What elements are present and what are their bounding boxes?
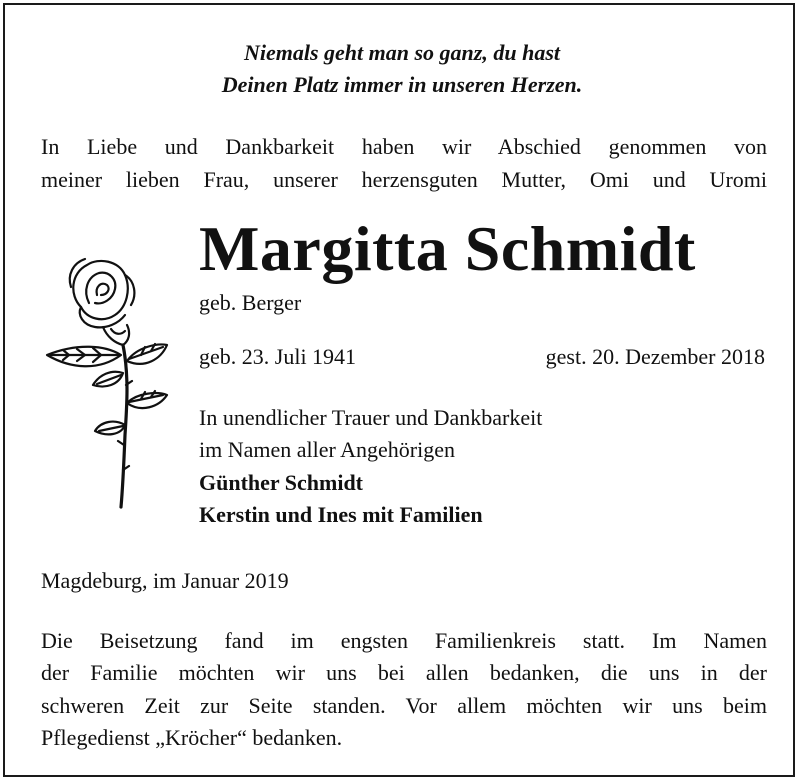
rose-icon: [41, 245, 171, 510]
motto-line-2: Deinen Platz immer in unseren Herzen.: [221, 72, 583, 97]
motto-line-1: Niemals geht man so ganz, du hast: [243, 40, 560, 65]
deceased-name: Margitta Schmidt: [199, 213, 696, 284]
mourning-line-2: im Namen aller Angehörigen: [199, 437, 455, 462]
intro-line-1: In Liebe und Dankbarkeit haben wir Abschied genommen von: [41, 134, 767, 159]
obituary-frame: [3, 3, 795, 777]
mourning-line-1: In unendlicher Trauer und Dankbarkeit: [199, 405, 543, 430]
mourner-name-2: Kerstin und Ines mit Familien: [199, 502, 483, 527]
place-date: Magdeburg, im Januar 2019: [41, 568, 289, 593]
intro-line-2: meiner lieben Frau, unserer herzensguten Mutter, Omi und Uromi: [41, 167, 767, 192]
closing-line-3: schweren Zeit zur Seite standen. Vor allem möchten wir uns beim: [41, 693, 767, 718]
closing-line-4: Pflegedienst „Kröcher“ bedanken.: [41, 725, 343, 750]
death-date: gest. 20. Dezember 2018: [545, 344, 765, 369]
mourner-name-1: Günther Schmidt: [199, 470, 364, 495]
birth-date: geb. 23. Juli 1941: [199, 344, 357, 369]
born-name: geb. Berger: [199, 290, 302, 315]
closing-line-2: der Familie möchten wir uns bei allen bedanken, die uns in der: [41, 660, 767, 685]
closing-line-1: Die Beisetzung fand im engsten Familienkreis statt. Im Namen: [41, 628, 767, 653]
